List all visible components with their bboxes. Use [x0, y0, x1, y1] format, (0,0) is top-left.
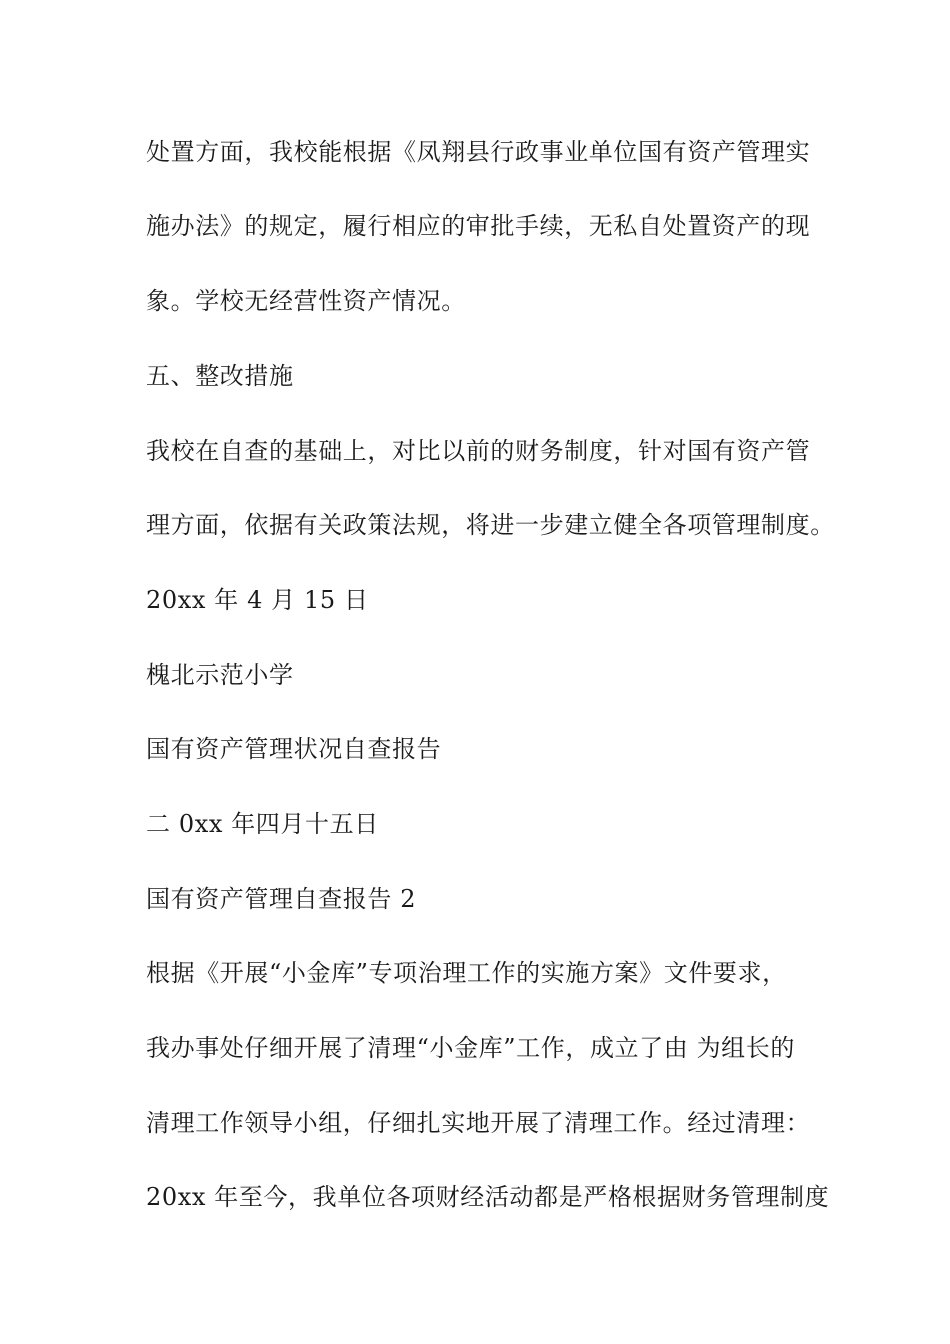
report-title-2: 国有资产管理自查报告 2: [146, 885, 417, 913]
report-title: 国有资产管理状况自查报告: [146, 735, 442, 763]
paragraph-line: 我办事处仔细开展了清理“小金库”工作，成立了由 为组长的: [146, 1034, 795, 1062]
paragraph-line: 施办法》的规定，履行相应的审批手续，无私自处置资产的现: [146, 212, 811, 240]
section-heading: 五、整改措施: [146, 362, 294, 390]
paragraph-line: 我校在自查的基础上，对比以前的财务制度，针对国有资产管: [146, 437, 811, 465]
paragraph-line: 象。学校无经营性资产情况。: [146, 287, 466, 315]
date-line-chinese: 二 0xx 年四月十五日: [146, 810, 379, 838]
paragraph-line: 根据《开展“小金库”专项治理工作的实施方案》文件要求，: [146, 959, 787, 987]
paragraph-line: 20xx 年至今，我单位各项财经活动都是严格根据财务管理制度: [146, 1183, 830, 1211]
paragraph-line: 处置方面，我校能根据《凤翔县行政事业单位国有资产管理实: [146, 138, 811, 166]
paragraph-line: 清理工作领导小组，仔细扎实地开展了清理工作。经过清理：: [146, 1109, 811, 1137]
school-name: 槐北示范小学: [146, 661, 294, 689]
date-line: 20xx 年 4 月 15 日: [146, 586, 369, 614]
paragraph-line: 理方面，依据有关政策法规，将进一步建立健全各项管理制度。: [146, 511, 835, 539]
